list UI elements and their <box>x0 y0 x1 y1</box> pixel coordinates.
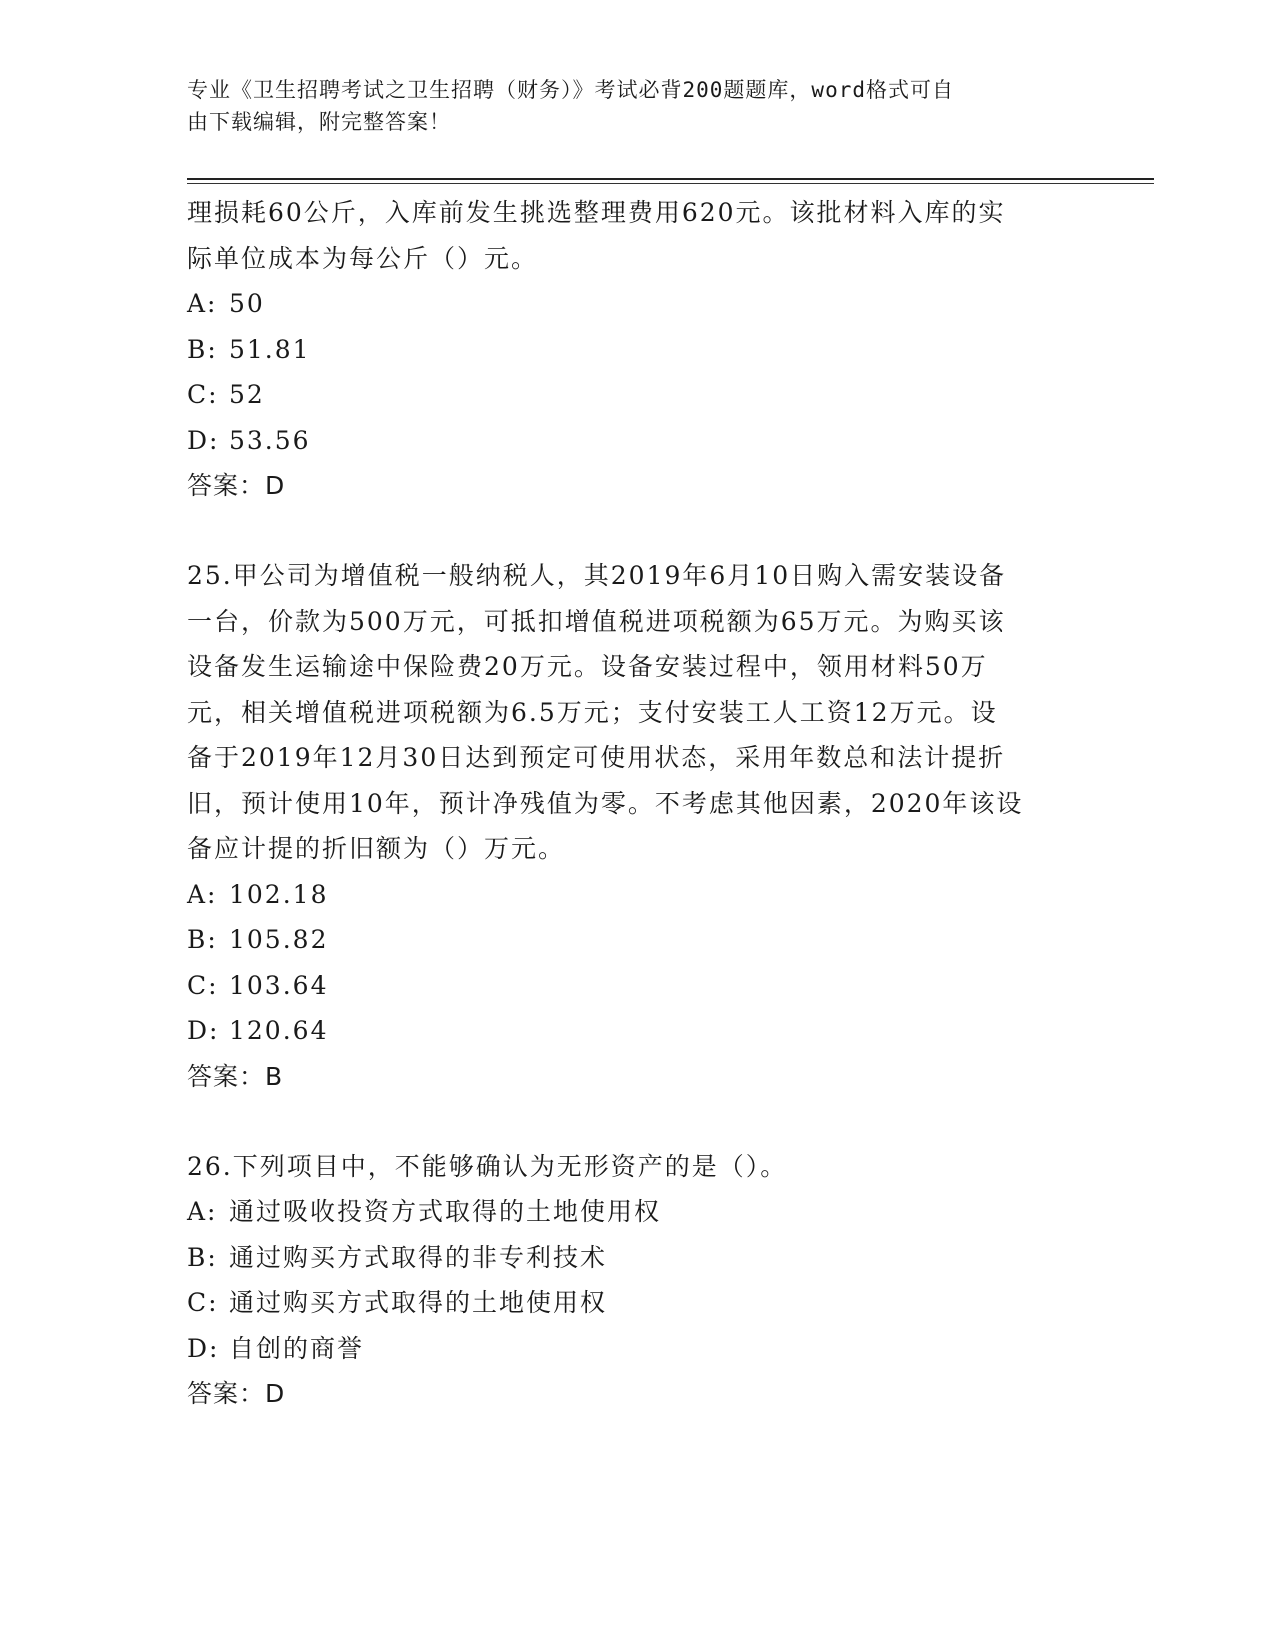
option-letter: C: <box>187 1288 219 1317</box>
question-26 <box>187 1144 1087 1417</box>
question-25-option-a <box>187 872 1087 918</box>
question-26-text: 26.下列项目中，不能够确认为无形资产的是（）。 <box>187 1151 788 1181</box>
option-letter: D: <box>187 1016 220 1045</box>
question-25-answer: 答案：B <box>187 1061 284 1091</box>
option-text: 50 <box>229 289 265 318</box>
question-25-option-b <box>187 917 1087 963</box>
question-24-text-line-1: 理损耗60公斤，入库前发生挑选整理费用620元。该批材料入库的实 <box>187 198 1006 227</box>
option-letter: D: <box>187 1333 220 1363</box>
option-letter: B: <box>187 925 218 954</box>
question-26-option-d <box>187 1326 1087 1372</box>
header-divider-thick <box>187 178 1154 180</box>
question-25-option-c <box>187 963 1087 1009</box>
question-24-text-line-2: 际单位成本为每公斤（）元。 <box>187 243 539 273</box>
question-24-option-d <box>187 418 1087 464</box>
option-letter: B: <box>187 1242 218 1272</box>
question-26-answer: 答案：D <box>187 1379 286 1408</box>
option-text: 102.18 <box>229 879 329 909</box>
option-text: 51.81 <box>229 334 311 364</box>
option-letter: A: <box>187 1197 218 1226</box>
question-24-option-b <box>187 327 1087 373</box>
question-25-text-line-4: 元，相关增值税进项税额为6.5万元；支付安装工人工资12万元。设 <box>187 697 998 727</box>
question-24-answer: 答案：D <box>187 471 286 500</box>
option-letter: A: <box>187 879 218 909</box>
header-line-1: 专业《卫生招聘考试之卫生招聘（财务）》考试必背200题题库，word格式可自 <box>187 78 954 102</box>
question-25-text-line-2: 一台，价款为500万元，可抵扣增值税进项税额为65万元。为购买该 <box>187 606 1006 636</box>
option-text: 自创的商誉 <box>229 1333 365 1363</box>
option-text: 通过吸收投资方式取得的土地使用权 <box>229 1197 662 1226</box>
option-letter: B: <box>187 334 218 364</box>
option-text: 105.82 <box>229 925 329 954</box>
question-24-option-c <box>187 372 1087 418</box>
question-24-option-a <box>187 281 1087 327</box>
question-25-option-d <box>187 1008 1087 1054</box>
header-line-2: 由下载编辑，附完整答案！ <box>187 110 451 134</box>
question-25-text-line-6: 旧，预计使用10年，预计净残值为零。不考虑其他因素，2020年该设 <box>187 788 1024 818</box>
question-26-option-c <box>187 1280 1087 1326</box>
question-26-option-a <box>187 1189 1087 1235</box>
question-26-option-b <box>187 1235 1087 1281</box>
option-text: 120.64 <box>229 1016 329 1045</box>
header-divider-thin <box>187 183 1154 184</box>
option-text: 103.64 <box>229 970 329 1000</box>
option-text: 53.56 <box>229 425 311 455</box>
question-25 <box>187 553 1087 1099</box>
document-header <box>187 74 1067 138</box>
spacer <box>187 508 1087 553</box>
question-25-text-line-5: 备于2019年12月30日达到预定可使用状态，采用年数总和法计提折 <box>187 743 1006 772</box>
option-letter: D: <box>187 425 220 455</box>
question-content <box>187 190 1087 1416</box>
question-25-text-line-1: 25.甲公司为增值税一般纳税人，其2019年6月10日购入需安装设备 <box>187 561 1007 590</box>
question-25-text-line-7: 备应计提的折旧额为（）万元。 <box>187 834 566 863</box>
spacer <box>187 1099 1087 1144</box>
question-24 <box>187 190 1087 508</box>
option-letter: C: <box>187 380 219 409</box>
option-text: 通过购买方式取得的土地使用权 <box>229 1288 608 1317</box>
option-text: 52 <box>229 380 265 409</box>
option-text: 通过购买方式取得的非专利技术 <box>229 1242 608 1272</box>
option-letter: C: <box>187 970 219 1000</box>
option-letter: A: <box>187 289 218 318</box>
question-25-text-line-3: 设备发生运输途中保险费20万元。设备安装过程中，领用材料50万 <box>187 652 988 681</box>
